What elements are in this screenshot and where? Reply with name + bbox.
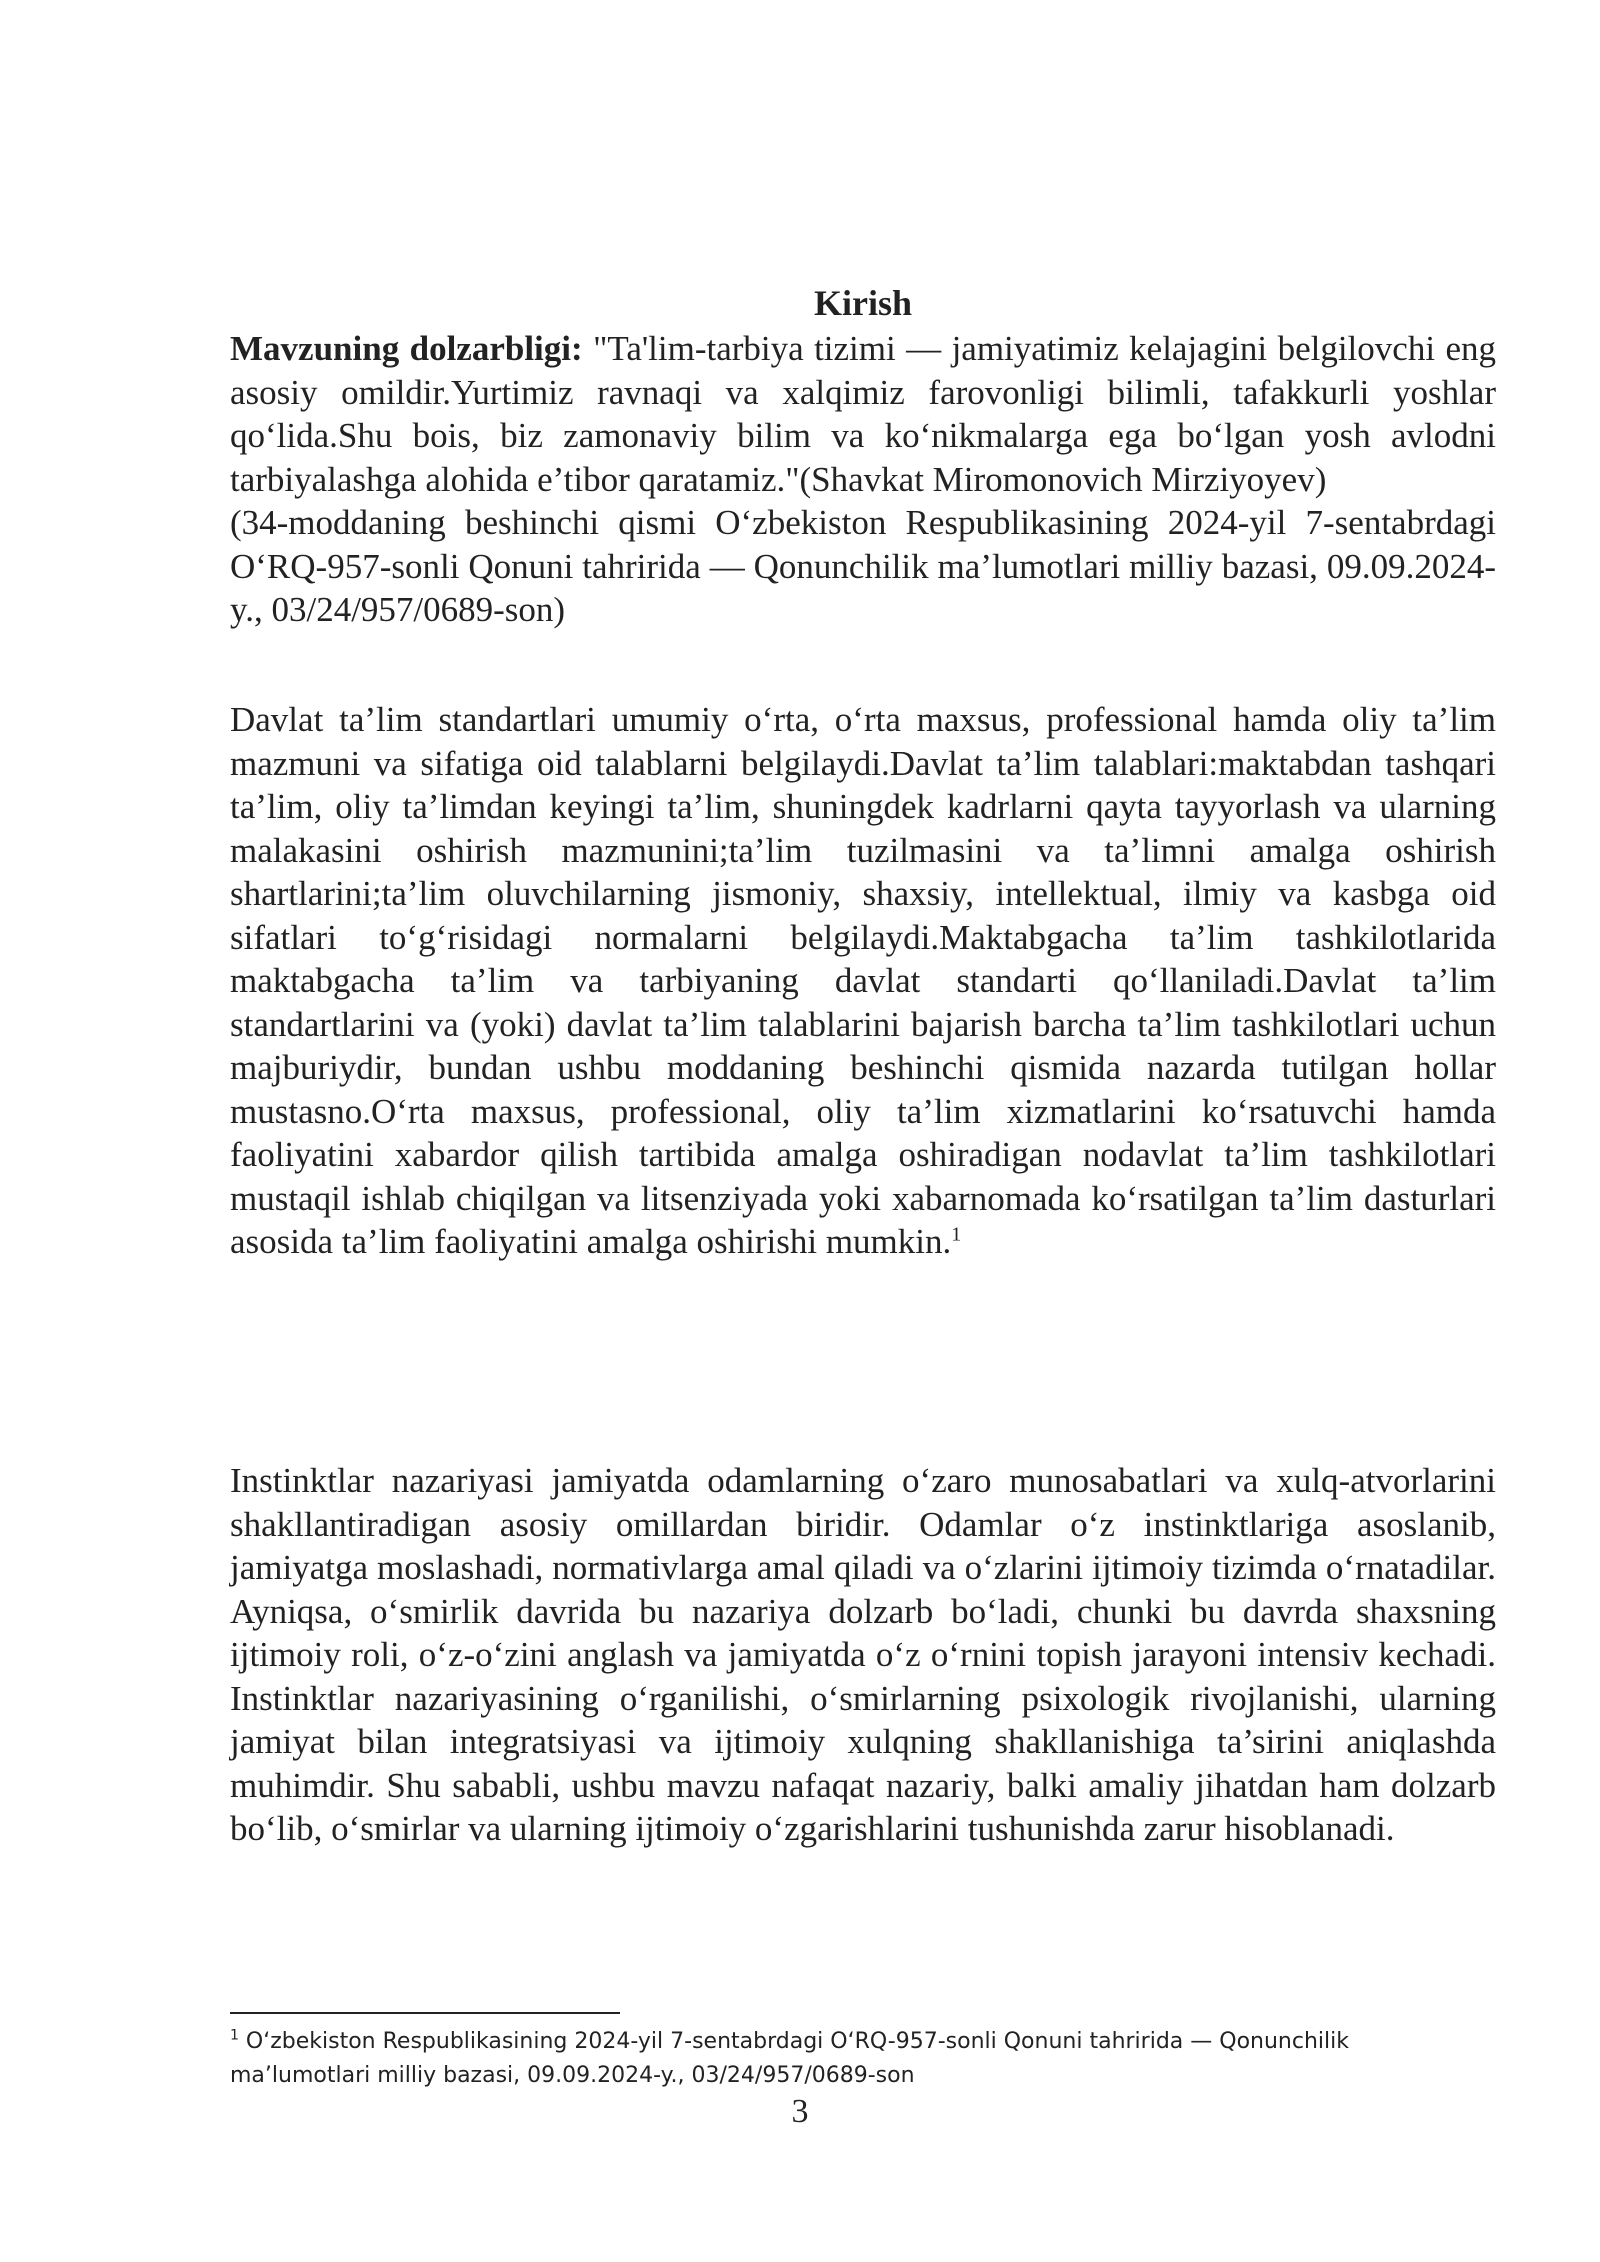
page-number: 3 bbox=[791, 2093, 809, 2130]
section-title: Kirish bbox=[813, 283, 912, 323]
standards-block bbox=[230, 698, 1496, 1264]
footnote-marker[interactable]: 1 bbox=[951, 1223, 962, 1246]
relevance-paragraph bbox=[230, 327, 1496, 501]
instincts-block bbox=[230, 1459, 1496, 1851]
footnote-number: 1 bbox=[230, 2027, 239, 2044]
standards-paragraph bbox=[230, 698, 1496, 1264]
footnote-separator bbox=[230, 2012, 620, 2014]
footnote-text: O‘zbekiston Respublikasining 2024-yil 7-sentabrdagi O‘RQ-957-sonli Qonuni tahririda — Qonunchilik ma’lumotlari milliy bazasi, 09.09.2024-y., 03/24/957/0689-son bbox=[230, 2029, 1349, 2088]
law-reference: (34-moddaning beshinchi qismi O‘zbekiston Respublikasining 2024-yil 7-sentabrdagi O‘RQ-957-sonli Qonuni tahririda — Qonunchilik ma’lumotlari milliy bazasi, 09.09.2024-y., 03/24/957/0689-son) bbox=[230, 503, 1496, 629]
relevance-label: Mavzuning dolzarbligi: bbox=[230, 329, 583, 368]
footnote bbox=[230, 2025, 1496, 2093]
instincts-paragraph: Instinktlar nazariyasi jamiyatda odamlarning o‘zaro munosabatlari va xulq-atvorlarini shakllantiradigan asosiy omillardan biridir. Odamlar o‘z instinktlariga asoslanib, jamiyatga moslashadi, normativlarga amal qiladi va o‘zlarini ijtimoiy tizimda o‘rnatadilar. Ayniqsa, o‘smirlik davrida bu nazariya dolzarb bo‘ladi, chunki bu davrda shaxsning ijtimoiy roli, o‘z-o‘zini anglash va jamiyatda o‘z o‘rnini topish jarayoni intensiv kechadi. Instinktlar nazariyasining o‘rganilishi, o‘smirlarning psixologik rivojlanishi, ularning jamiyat bilan integratsiyasi va ijtimoiy xulqning shakllanishiga ta’sirini aniqlashda muhimdir. Shu sababli, ushbu mavzu nafaqat nazariy, balki amaliy jihatdan ham dolzarb bo‘lib, o‘smirlar va ularning ijtimoiy o‘zgarishlarini tushunishda zarur hisoblanadi. bbox=[230, 1461, 1496, 1848]
standards-text: Davlat ta’lim standartlari umumiy o‘rta, o‘rta maxsus, professional hamda oliy ta’lim mazmuni va sifatiga oid talablarni belgilaydi.Davlat ta’lim talablari:maktabdan tashqari ta’lim, oliy ta’limdan keyingi ta’lim, shuningdek kadrlarni qayta tayyorlash va ularning malakasini oshirish mazmunini;ta’lim tuzilmasini va ta’limni amalga oshirish shartlarini;ta’lim oluvchilarning jismoniy, shaxsiy, intellektual, ilmiy va kasbga oid sifatlari to‘g‘risidagi normalarni belgilaydi.Maktabgacha ta’lim tashkilotlarida maktabgacha ta’lim va tarbiyaning davlat standarti qo‘llaniladi.Davlat ta’lim standartlarini va (yoki) davlat ta’lim talablarini bajarish barcha ta’lim tashkilotlari uchun majburiydir, bundan ushbu moddaning beshinchi qismida nazarda tutilgan hollar mustasno.O‘rta maxsus, professional, oliy ta’lim xizmatlarini ko‘rsatuvchi hamda faoliyatini xabardor qilish tartibida amalga oshiradigan nodavlat ta’lim tashkilotlari mustaqil ishlab chiqilgan va litsenziyada yoki xabarnomada ko‘rsatilgan ta’lim dasturlari asosida ta’lim faoliyatini amalga oshirishi mumkin. bbox=[230, 700, 1496, 1261]
relevance-block bbox=[230, 327, 1496, 632]
relevance-quote: "Ta'lim-tarbiya tizimi — jamiyatimiz kelajagini belgilovchi eng asosiy omildir.Yurtimiz ravnaqi va xalqimiz farovonligi bilimli, tafakkurli yoshlar qo‘lida.Shu bois, biz zamonaviy bilim va ko‘nikmalarga ega bo‘lgan yosh avlodni tarbiyalashga alohida e’tibor qaratamiz."(Shavkat Miromonovich Mirziyoyev) bbox=[230, 329, 1496, 499]
